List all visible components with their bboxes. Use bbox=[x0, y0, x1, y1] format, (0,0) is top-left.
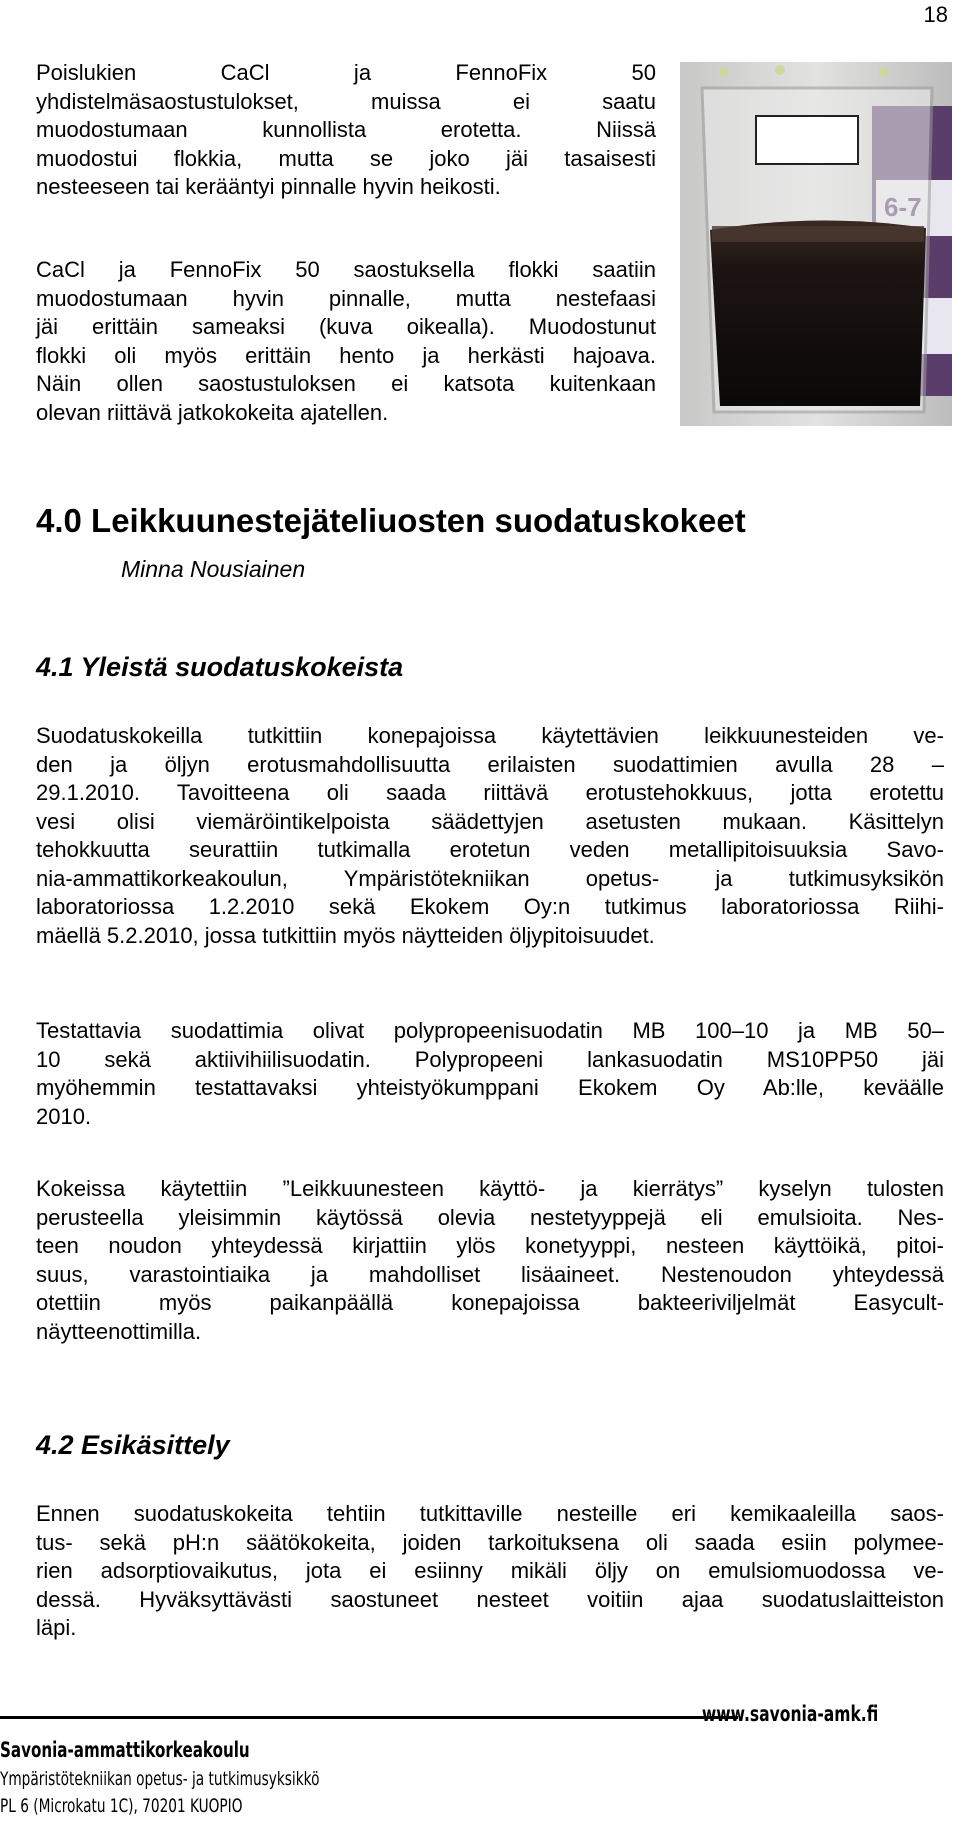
text-line: olevan riittävä jatkokokeita ajatellen. bbox=[36, 399, 389, 425]
text-line: yhdistelmäsaostustulokset, muissa ei saatu bbox=[36, 88, 656, 114]
beaker-illustration bbox=[680, 62, 952, 426]
text-line: myöhemmin testattavaksi yhteistyökumppani Ekokem Oy Ab:lle, keväälle bbox=[36, 1075, 944, 1100]
text-line: teen noudon yhteydessä kirjattiin ylös konetyyppi, nesteen käyttöikä, pitoi- bbox=[36, 1233, 944, 1258]
text-line: muodostui flokkia, mutta se joko jäi tasaisesti bbox=[36, 145, 656, 171]
text-line: 2010. bbox=[36, 1103, 92, 1129]
subsection-4-2-title: 4.2 Esikäsittely bbox=[36, 1430, 230, 1460]
text-line: vesi olisi viemäröintikelpoista säädettyjen asetusten mukaan. Käsittelyn bbox=[36, 808, 944, 834]
subsection-4-1-paragraph-1 bbox=[36, 722, 944, 950]
text-line: Suodatuskokeilla tutkittiin konepajoissa käytettävien leikkuunesteiden ve- bbox=[36, 723, 944, 748]
footer-rule bbox=[0, 1716, 738, 1719]
subsection-4-1-title: 4.1 Yleistä suodatuskokeista bbox=[36, 652, 404, 682]
text-line: 29.1.2010. Tavoitteena oli saada riittävä erotustehokkuus, jotta erotettu bbox=[36, 780, 944, 805]
subsection-4-1-paragraph-3 bbox=[36, 1175, 944, 1346]
text-line: laboratoriossa 1.2.2010 sekä Ekokem Oy:n tutkimus laboratoriossa Riihi- bbox=[36, 894, 944, 919]
text-line: Kokeissa käytettiin ”Leikkuunesteen käyttö- ja kierrätys” kyselyn tulosten bbox=[36, 1176, 944, 1201]
text-line: läpi. bbox=[36, 1615, 77, 1640]
text-line: mäellä 5.2.2010, jossa tutkittiin myös näytteiden öljypitoisuudet. bbox=[36, 922, 655, 948]
text-line: Testattavia suodattimia olivat polypropeenisuodatin MB 100–10 ja MB 50– bbox=[36, 1018, 944, 1043]
page-number: 18 bbox=[923, 2, 948, 27]
text-line: rien adsorptiovaikutus, jota ei esiinny mikäli öljy on emulsiomuodossa ve- bbox=[36, 1558, 944, 1583]
result-paragraph bbox=[36, 256, 656, 427]
text-line: muodostumaan kunnollista erotetta. Niissä bbox=[36, 117, 656, 142]
text-line: otettiin myös paikanpäällä konepajoissa bakteeriviljelmät Easycult- bbox=[36, 1290, 944, 1315]
text-line: jäi erittäin sameaksi (kuva oikealla). Muodostunut bbox=[36, 314, 656, 339]
text-line: tehokkuutta seurattiin tutkimalla erotetun veden metallipitoisuuksia Savo- bbox=[36, 837, 944, 862]
text-line: nia-ammattikorkeakoulun, Ympäristötekniikan opetus- ja tutkimusyksikön bbox=[36, 865, 944, 891]
section-author: Minna Nousiainen bbox=[121, 556, 306, 582]
footer-unit: Ympäristötekniikan opetus- ja tutkimusyksikkö bbox=[0, 1768, 320, 1790]
text-line: muodostumaan hyvin pinnalle, mutta nestefaasi bbox=[36, 285, 656, 311]
subsection-4-2-paragraph-1 bbox=[36, 1500, 944, 1643]
text-line: Näin ollen saostustuloksen ei katsota kuitenkaan bbox=[36, 371, 656, 396]
text-line: dessä. Hyväksyttävästi saostuneet nesteet voitiin ajaa suodatuslaitteiston bbox=[36, 1586, 944, 1612]
beaker-photo bbox=[680, 62, 952, 426]
footer-url[interactable]: www.savonia-amk.fi bbox=[701, 1702, 878, 1726]
text-line: näytteenottimilla. bbox=[36, 1318, 202, 1344]
footer-address: PL 6 (Microkatu 1C), 70201 KUOPIO bbox=[0, 1795, 243, 1817]
text-line: den ja öljyn erotusmahdollisuutta erilaisten suodattimien avulla 28 – bbox=[36, 751, 944, 777]
text-line: Ennen suodatuskokeita tehtiin tutkittaville nesteille eri kemikaaleilla saos- bbox=[36, 1501, 944, 1526]
text-line: flokki oli myös erittäin hento ja herkästi hajoava. bbox=[36, 342, 656, 368]
text-line: Poislukien CaCl ja FennoFix 50 bbox=[36, 60, 656, 85]
subsection-4-1-paragraph-2 bbox=[36, 1017, 944, 1131]
footer-organization: Savonia-ammattikorkeakoulu bbox=[0, 1738, 250, 1762]
text-line: tus- sekä pH:n säätökokeita, joiden tarkoituksena oli saada esiin polymee- bbox=[36, 1529, 944, 1555]
text-line: CaCl ja FennoFix 50 saostuksella flokki saatiin bbox=[36, 257, 656, 282]
text-line: suus, varastointiaika ja mahdolliset lisäaineet. Nestenoudon yhteydessä bbox=[36, 1261, 944, 1287]
section-title: 4.0 Leikkuunestejäteliuosten suodatuskokeet bbox=[36, 502, 746, 539]
intro-paragraph bbox=[36, 59, 656, 202]
text-line: 10 sekä aktiivihiilisuodatin. Polypropeeni lankasuodatin MS10PP50 jäi bbox=[36, 1046, 944, 1072]
text-line: nesteeseen tai kerääntyi pinnalle hyvin heikosti. bbox=[36, 174, 501, 199]
text-line: perusteella yleisimmin käytössä olevia nestetyyppejä eli emulsioita. Nes- bbox=[36, 1204, 944, 1230]
